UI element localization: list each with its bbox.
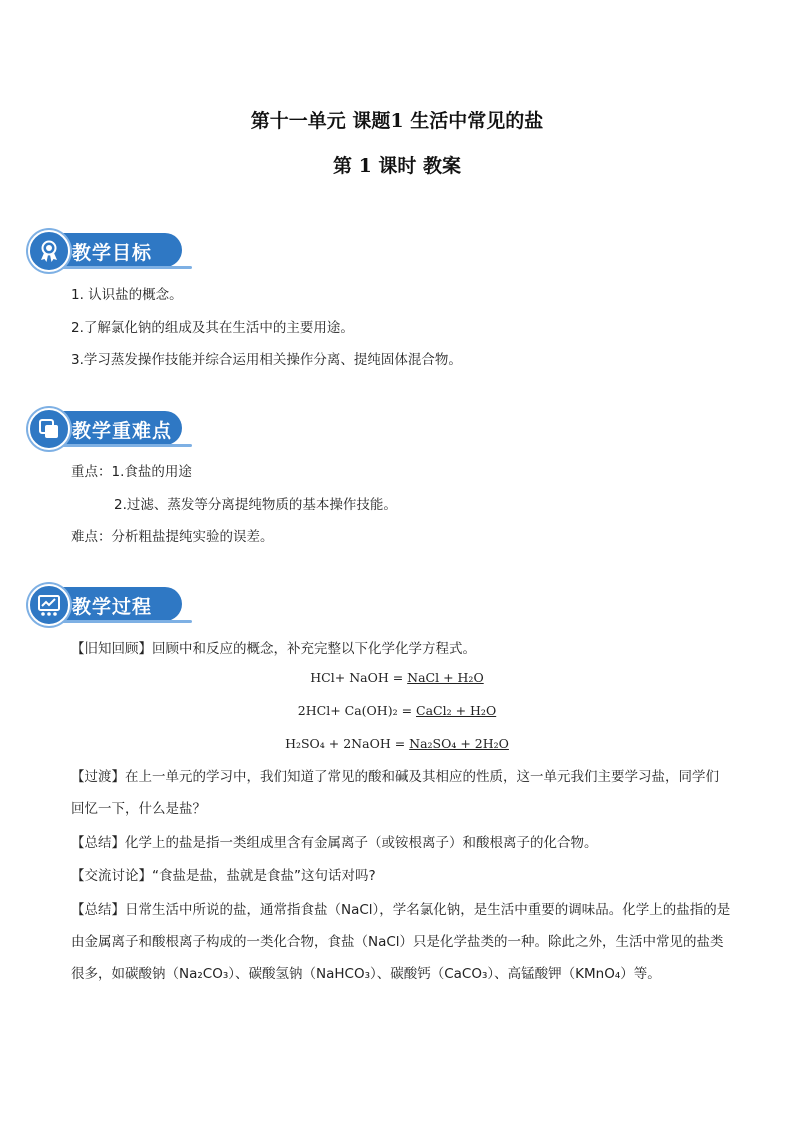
equation-answer: Na₂SO₄ + 2H₂O	[409, 736, 509, 751]
section-banner-process	[28, 584, 188, 624]
transition-paragraph: 【过渡】在上一单元的学习中，我们知道了常见的酸和碱及其相应的性质，这一单元我们主要学习盐，同学们回忆一下，什么是盐？	[71, 769, 719, 817]
key-point-line	[71, 460, 192, 480]
growth-chart-icon	[28, 584, 70, 626]
equation-2	[0, 703, 794, 718]
difficult-point: 难点：分析粗盐提纯实验的误差。	[71, 529, 274, 545]
goal-item: 2.了解氯化钠的组成及其在生活中的主要用途。	[71, 320, 354, 336]
summary-paragraph-2: 【总结】日常生活中所说的盐，通常指食盐（NaCl），学名氯化钠，是生活中重要的调味品。化学上的盐指的是由金属离子和酸根离子构成的一类化合物，食盐（NaCl）只是化学盐类的一种。除此之外，生活中常见的盐类很多，如碳酸钠（Na₂CO₃）、碳酸氢钠（NaHCO₃）、碳酸钙（CaCO₃）、高锰酸钾（KMnO₄）等。	[71, 902, 731, 982]
summary-paragraph-1: 【总结】化学上的盐是指一类组成里含有金属离子（或铵根离子）和酸根离子的化合物。	[71, 835, 598, 851]
document-subtitle: 第 1 课时 教案	[332, 155, 462, 177]
document-title: 第十一单元 课题1 生活中常见的盐	[250, 110, 544, 132]
key-label: 重点：	[71, 464, 112, 480]
section-banner-key-points	[28, 408, 188, 448]
goal-item: 1. 认识盐的概念。	[71, 287, 183, 303]
equation-3	[0, 736, 794, 751]
discussion-paragraph: 【交流讨论】“食盐是盐，盐就是食盐”这句话对吗?	[71, 868, 376, 884]
key-point-2: 2.过滤、蒸发等分离提纯物质的基本操作技能。	[114, 497, 397, 513]
section-heading-process: 教学过程	[72, 596, 153, 618]
equation-left: HCl+ NaOH =	[310, 670, 408, 685]
equation-left: H₂SO₄ + 2NaOH =	[285, 736, 410, 751]
section-banner-goals	[28, 230, 188, 270]
equation-answer: CaCl₂ + H₂O	[416, 703, 497, 718]
goal-item: 3.学习蒸发操作技能并综合运用相关操作分离、提纯固体混合物。	[71, 352, 462, 368]
banner-underline	[42, 266, 192, 269]
equation-1	[0, 670, 794, 685]
equation-answer: NaCl + H₂O	[407, 670, 484, 685]
key-point-1: 1.食盐的用途	[111, 464, 192, 480]
banner-underline	[42, 444, 192, 447]
award-ribbon-icon	[28, 230, 70, 272]
stacked-cards-icon	[28, 408, 70, 450]
section-heading-key-points: 教学重难点	[72, 420, 173, 442]
section-heading-goals: 教学目标	[72, 242, 153, 264]
equation-left: 2HCl+ Ca(OH)₂ =	[297, 703, 417, 718]
banner-underline	[42, 620, 192, 623]
review-prompt: 【旧知回顾】回顾中和反应的概念，补充完整以下化学化学方程式。	[71, 641, 476, 657]
